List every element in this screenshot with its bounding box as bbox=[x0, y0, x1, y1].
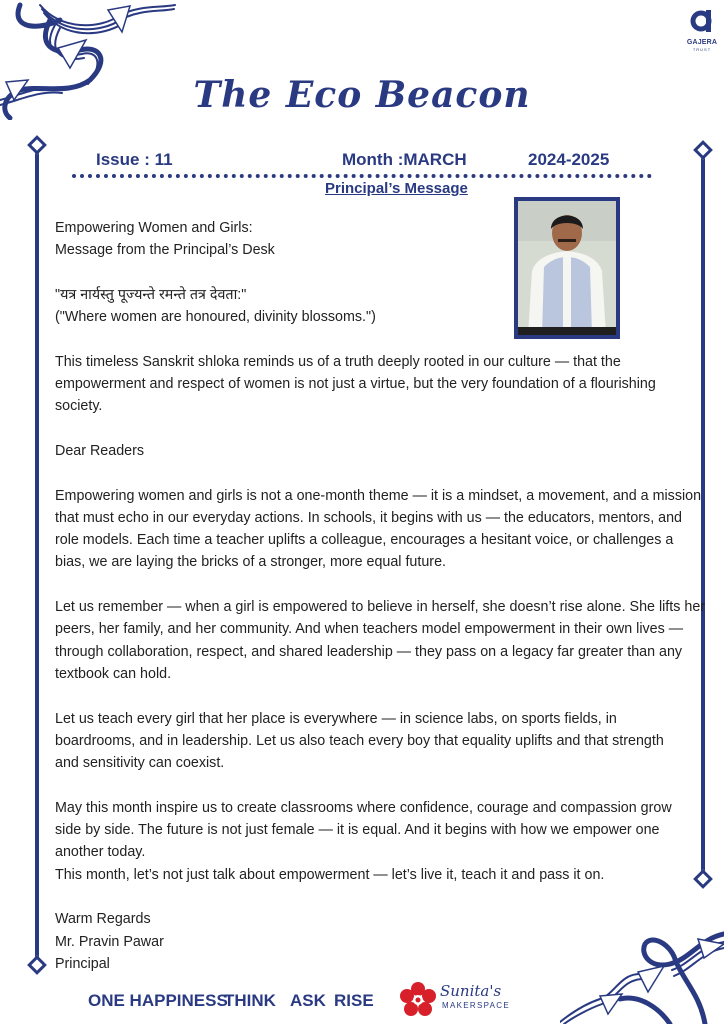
principal-letter bbox=[55, 217, 705, 997]
paragraph-5b: This month, let’s not just talk about empowerment — let’s live it, teach it and pass it on. bbox=[55, 866, 605, 883]
signatory-name: Mr. Pravin Pawar bbox=[55, 933, 164, 950]
gajera-logo-mark-icon bbox=[689, 8, 715, 34]
paragraph-3: Let us remember — when a girl is empowered to believe in herself, she doesn’t rise alone. She lifts her peers, her family, and her community. And when teachers model empowerment in their own lives — through collaboration, respect, and shared leadership — they pass on a legacy far greater than any textbook can hold. bbox=[55, 599, 706, 682]
maker-sub: MAKERSPACE bbox=[442, 1001, 510, 1010]
paragraph-4: Let us teach every girl that her place is everywhere — in science labs, on sports fields, in boardrooms, and in leadership. Let us also teach every boy that equality uplifts and that strength and sensitivity can coexist. bbox=[55, 710, 664, 772]
left-top-diamond-icon bbox=[27, 135, 47, 155]
closing: Warm Regards bbox=[55, 911, 151, 928]
left-bottom-diamond-icon bbox=[27, 955, 47, 975]
paper-plane-corner-ornament-bottom bbox=[560, 914, 724, 1024]
paragraph-1: This timeless Sanskrit shloka reminds us of a truth deeply rooted in our culture — that the empowerment and respect of women is not just a virtue, but the very foundation of a flourishing society. bbox=[55, 353, 656, 415]
salutation: Dear Readers bbox=[55, 442, 144, 459]
red-flower-icon bbox=[400, 982, 436, 1016]
one-happiness-tagline: ONE HAPPINESS bbox=[88, 991, 228, 1010]
paragraph-5a: May this month inspire us to create classrooms where confidence, courage and compassion grow side by side. The future is not just female — it is equal. And it begins with how we empower one another today. bbox=[55, 799, 672, 861]
newsletter-title: The Eco Beacon bbox=[193, 74, 531, 116]
issue-month: Month :MARCH bbox=[342, 150, 467, 169]
paragraph-2: Empowering women and girls is not a one-month theme — it is a mindset, a movement, and a mission that must echo in our everyday actions. In schools, it begins with us — the educators, mentors, and role models. Each time a teacher uplifts a colleague, encourages a hesitant voice, or challenges a bias, we are laying the bricks of a stronger, more equal future. bbox=[55, 487, 702, 571]
issue-year: 2024-2025 bbox=[528, 150, 610, 169]
right-top-diamond-icon bbox=[693, 140, 713, 160]
issue-number: Issue : 11 bbox=[96, 150, 173, 169]
letter-heading-line1: Empowering Women and Girls: bbox=[55, 220, 253, 236]
rise-logo: RISE bbox=[334, 991, 374, 1010]
left-border-line bbox=[35, 148, 39, 963]
think-logo: THINK bbox=[224, 991, 276, 1010]
section-title: Principal’s Message bbox=[325, 180, 468, 197]
logo-sub: TRUST bbox=[692, 47, 712, 52]
logo-name: GAJERA bbox=[686, 39, 718, 46]
ask-logo: ASK bbox=[290, 991, 326, 1010]
gajera-trust-logo bbox=[684, 8, 720, 52]
letter-heading-line2: Message from the Principal’s Desk bbox=[55, 242, 275, 259]
shloka-translation: ("Where women are honoured, divinity blossoms.") bbox=[55, 309, 376, 326]
signatory-designation: Principal bbox=[55, 955, 110, 972]
maker-name: Sunita's bbox=[440, 982, 502, 1000]
issue-info-bar bbox=[72, 148, 652, 178]
sanskrit-shloka: "यत्र नार्यस्तु पूज्यन्ते रमन्ते तत्र देवता:" bbox=[55, 286, 247, 303]
